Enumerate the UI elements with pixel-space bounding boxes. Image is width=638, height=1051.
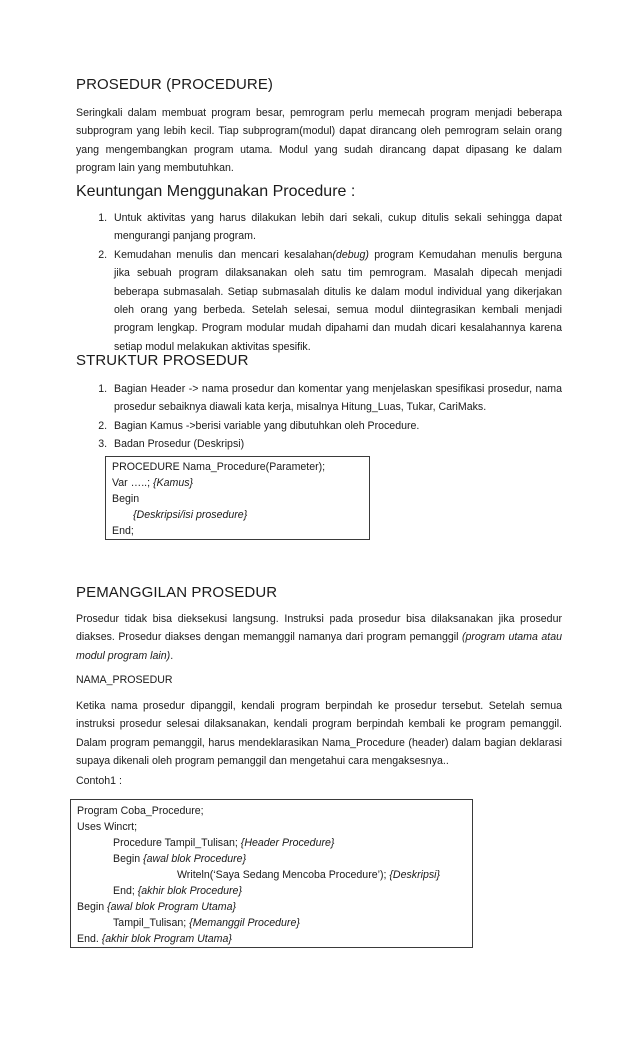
advantage-text-c: program Kemudahan menulis berguna jika sebuah program dilaksanakan oleh satu tim pemrogram. Masalah dipecah menjadi beberapa submasalah. Setiap submasalah ditulis ke dalam modul individual yang dikerjakan oleh orang yang berbeda. Setelah selesai, semua modul diintegrasikan kembali menjadi program lengkap. Program modular mudah dipahami dan mudah dicari kesalahannya karena setiap modul melakukan aktivitas spesifik. <box>114 248 562 353</box>
example-code-box <box>70 799 473 948</box>
section-title-keuntungan: Keuntungan Menggunakan Procedure : <box>76 183 356 200</box>
structure-list <box>76 380 562 454</box>
control-flow-paragraph: Ketika nama prosedur dipanggil, kendali program berpindah ke prosedur tersebut. Setelah semua instruksi prosedur selesai dilaksanakan, kendali program berpindah kembali ke program pemanggil. Dalam program pemanggil, harus mendeklarasikan Nama_Procedure (header) dalam bagian deklarasi supaya dikenali oleh program pemanggil dan mengetahui cara mengaksesnya.. <box>76 700 562 768</box>
calling-text-a: Prosedur tidak bisa dieksekusi langsung. Instruksi pada prosedur bisa dilaksanakan jika prosedur diakses. Prosedur diakses dengan memanggil namanya dari program pemanggil <box>76 613 562 644</box>
structure-item <box>110 417 562 435</box>
code-line <box>77 932 232 946</box>
code-comment: {awal blok Program Utama} <box>107 901 236 913</box>
structure-text: Bagian Header -> nama prosedur dan komentar yang menjelaskan spesifikasi prosedur, nama prosedur sebaiknya diawali kata kerja, misalnya Hitung_Luas, Tukar, CariMaks. <box>114 383 562 414</box>
procedure-structure-code-box <box>105 456 370 540</box>
code-comment: {akhir blok Procedure} <box>137 885 242 897</box>
code-line <box>113 836 334 850</box>
section-title-prosedur: PROSEDUR (PROCEDURE) <box>76 76 274 93</box>
advantage-item <box>110 246 562 356</box>
code-line: PROCEDURE Nama_Procedure(Parameter); <box>112 461 326 473</box>
structure-text: Badan Prosedur (Deskripsi) <box>114 438 245 451</box>
intro-paragraph: Seringkali dalam membuat program besar, pemrogram perlu memecah program menjadi beberapa subprogram yang lebih kecil. Tiap subprogram(modul) dapat dirancang oleh pemrogram selain orang yang mengembangkan program utama. Modul yang sudah dirancang dapat dipasang ke dalam program lain yang membutuhkan. <box>76 107 562 175</box>
code-comment: {Header Procedure} <box>240 837 335 849</box>
code-comment: {awal blok Procedure} <box>143 853 247 865</box>
calling-text-b: (program utama atau modul program lain) <box>76 631 562 662</box>
code-statement: End; <box>113 885 138 897</box>
code-line <box>113 916 300 930</box>
section-title-struktur: STRUKTUR PROSEDUR <box>76 352 249 369</box>
code-line: End; <box>112 525 134 537</box>
code-line: Begin <box>112 493 140 505</box>
section-title-pemanggilan: PEMANGGILAN PROSEDUR <box>76 584 278 601</box>
calling-paragraph <box>76 610 562 665</box>
code-comment: {Deskripsi} <box>389 869 441 881</box>
code-statement: Begin <box>113 853 144 865</box>
advantages-list <box>76 209 562 356</box>
code-line <box>177 868 440 882</box>
advantage-text-b: (debug) <box>332 248 369 261</box>
code-statement: Tampil_Tulisan; <box>113 917 190 929</box>
advantage-item <box>110 209 562 246</box>
structure-item <box>110 380 562 417</box>
code-line <box>113 852 246 866</box>
code-statement: Writeln(‘Saya Sedang Mencoba Procedure’); <box>177 869 390 881</box>
code-line <box>112 476 193 490</box>
code-statement: End. <box>77 933 102 945</box>
code-line <box>113 884 242 898</box>
code-comment: {Deskripsi/isi prosedure} <box>133 509 248 521</box>
advantage-text: Untuk aktivitas yang harus dilakukan lebih dari sekali, cukup ditulis sekali sehingga dapat mengurangi panjang program. <box>114 212 562 243</box>
code-line-var: Var …..; <box>112 477 154 489</box>
code-statement: Begin <box>77 901 108 913</box>
structure-item <box>110 435 562 453</box>
advantage-text-a: Kemudahan menulis dan mencari kesalahan <box>114 248 333 261</box>
example-label: Contoh1 : <box>76 775 122 787</box>
code-line: Program Coba_Procedure; <box>77 805 204 817</box>
structure-text: Bagian Kamus ->berisi variable yang dibutuhkan oleh Procedure. <box>114 419 420 432</box>
code-comment: {akhir blok Program Utama} <box>101 933 232 945</box>
procedure-name-label: NAMA_PROSEDUR <box>76 674 173 686</box>
calling-text-c: . <box>170 649 174 662</box>
code-comment: {Memanggil Procedure} <box>189 917 300 929</box>
code-comment: {Kamus} <box>153 477 194 489</box>
code-line: Uses Wincrt; <box>77 821 138 833</box>
code-line <box>77 900 236 914</box>
code-statement: Procedure Tampil_Tulisan; <box>113 837 241 849</box>
